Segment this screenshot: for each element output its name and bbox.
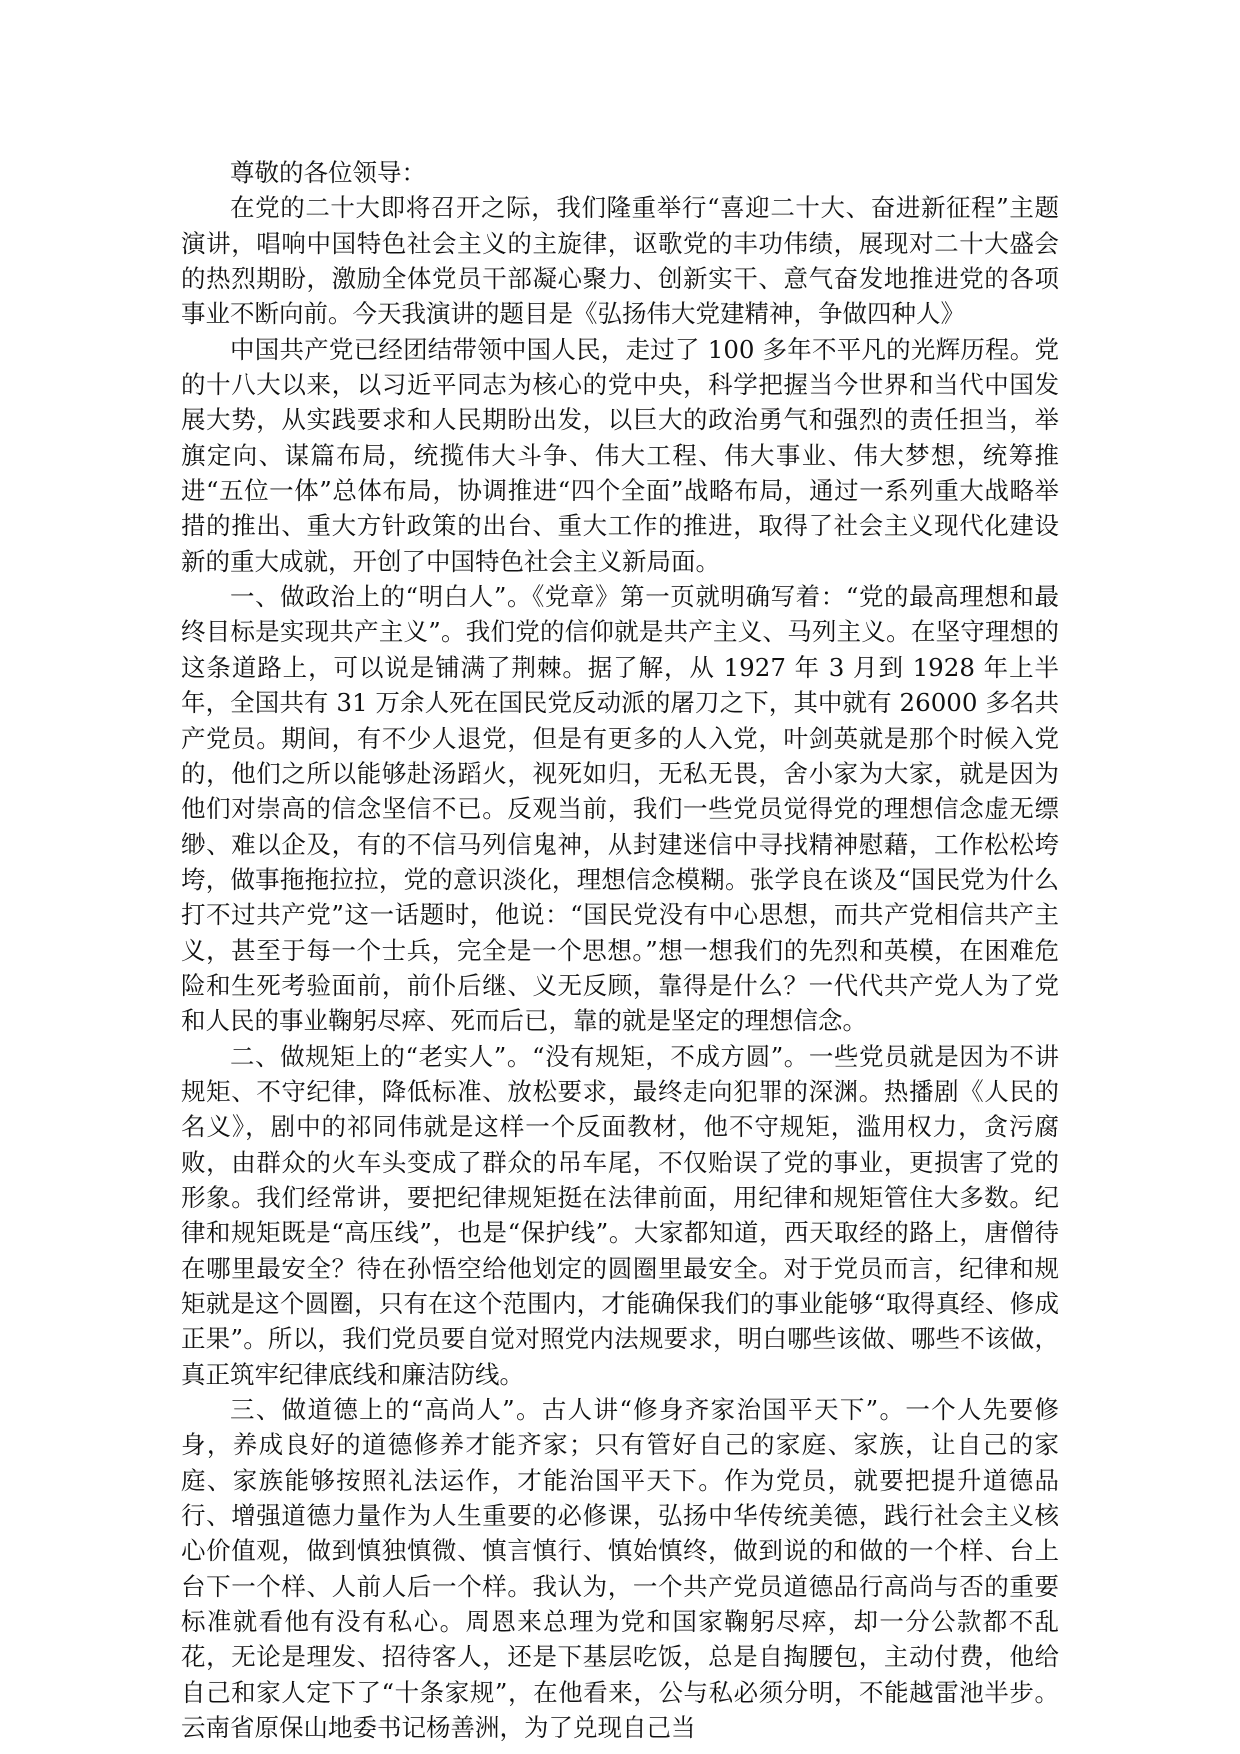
speech-text	[181, 155, 1059, 1745]
paragraph-intro: 在党的二十大即将召开之际，我们隆重举行“喜迎二十大、奋进新征程”主题演讲，唱响中国特色社会主义的主旋律，讴歌党的丰功伟绩，展现对二十大盛会的热烈期盼，激励全体党员干部凝心聚力、创新实干、意气奋发地推进党的各项事业不断向前。今天我演讲的题目是《弘扬伟大党建精神，争做四种人》	[181, 193, 1060, 329]
salutation: 尊敬的各位领导：	[230, 158, 426, 187]
paragraph-point-two: 二、做规矩上的“老实人”。“没有规矩，不成方圆”。一些党员就是因为不讲规矩、不守纪律，降低标准、放松要求，最终走向犯罪的深渊。热播剧《人民的名义》，剧中的祁同伟就是这样一个反面教材，他不守规矩，滥用权力，贪污腐败，由群众的火车头变成了群众的吊车尾，不仅贻误了党的事业，更损害了党的形象。我们经常讲，要把纪律规矩挺在法律前面，用纪律和规矩管住大多数。纪律和规矩既是“高压线”，也是“保护线”。大家都知道，西天取经的路上，唐僧待在哪里最安全？待在孙悟空给他划定的圆圈里最安全。对于党员而言，纪律和规矩就是这个圆圈，只有在这个范围内，才能确保我们的事业能够“取得真经、修成正果”。所以，我们党员要自觉对照党内法规要求，明白哪些该做、哪些不该做，真正筑牢纪律底线和廉洁防线。	[181, 1041, 1059, 1389]
paragraph-party-history: 中国共产党已经团结带领中国人民，走过了 100 多年不平凡的光辉历程。党的十八大以来，以习近平同志为核心的党中央，科学把握当今世界和当代中国发展大势，从实践要求和人民期盼出发，以巨大的政治勇气和强烈的责任担当，举旗定向、谋篇布局，统揽伟大斗争、伟大工程、伟大事业、伟大梦想，统筹推进“五位一体”总体布局，协调推进“四个全面”战略布局，通过一系列重大战略举措的推出、重大方针政策的出台、重大工作的推进，取得了社会主义现代化建设新的重大成就，开创了中国特色社会主义新局面。	[181, 334, 1059, 576]
paragraph-point-one: 一、做政治上的“明白人”。《党章》第一页就明确写着：“党的最高理想和最终目标是实现共产主义”。我们党的信仰就是共产主义、马列主义。在坚守理想的这条道路上，可以说是铺满了荆棘。据了解，从 1927 年 3 月到 1928 年上半年，全国共有 31 万余人死在国民党反动派的屠刀之下，其中就有 26000 多名共产党员。期间，有不少人退党，但是有更多的人入党，叶剑英就是那个时候入党的，他们之所以能够赴汤蹈火，视死如归，无私无畏，舍小家为大家，就是因为他们对崇高的信念坚信不已。反观当前，我们一些党员觉得党的理想信念虚无缥缈、难以企及，有的不信马列信鬼神，从封建迷信中寻找精神慰藉，工作松松垮垮，做事拖拖拉拉，党的意识淡化，理想信念模糊。张学良在谈及“国民党为什么打不过共产党”这一话题时，他说：“国民党没有中心思想，而共产党相信共产主义，甚至于每一个士兵，完全是一个思想。”想一想我们的先烈和英模，在困难危险和生死考验面前，前仆后继、义无反顾，靠得是什么？一代代共产党人为了党和人民的事业鞠躬尽瘁、死而后已，靠的就是坚定的理想信念。	[181, 582, 1059, 1036]
paragraph-point-three: 三、做道德上的“高尚人”。古人讲“修身齐家治国平天下”。一个人先要修身，养成良好的道德修养才能齐家；只有管好自己的家庭、家族，让自己的家庭、家族能够按照礼法运作，才能治国平天下。作为党员，就要把提升道德品行、增强道德力量作为人生重要的必修课，弘扬中华传统美德，践行社会主义核心价值观，做到慎独慎微、慎言慎行、慎始慎终，做到说的和做的一个样、台上台下一个样、人前人后一个样。我认为，一个共产党员道德品行高尚与否的重要标准就看他有没有私心。周恩来总理为党和国家鞠躬尽瘁，却一分公款都不乱花，无论是理发、招待客人，还是下基层吃饭，总是自掏腰包，主动付费，他给自己和家人定下了“十条家规”，在他看来，公与私必须分明，不能越雷池半步。云南省原保山地委书记杨善洲，为了兑现自己当	[181, 1395, 1059, 1743]
